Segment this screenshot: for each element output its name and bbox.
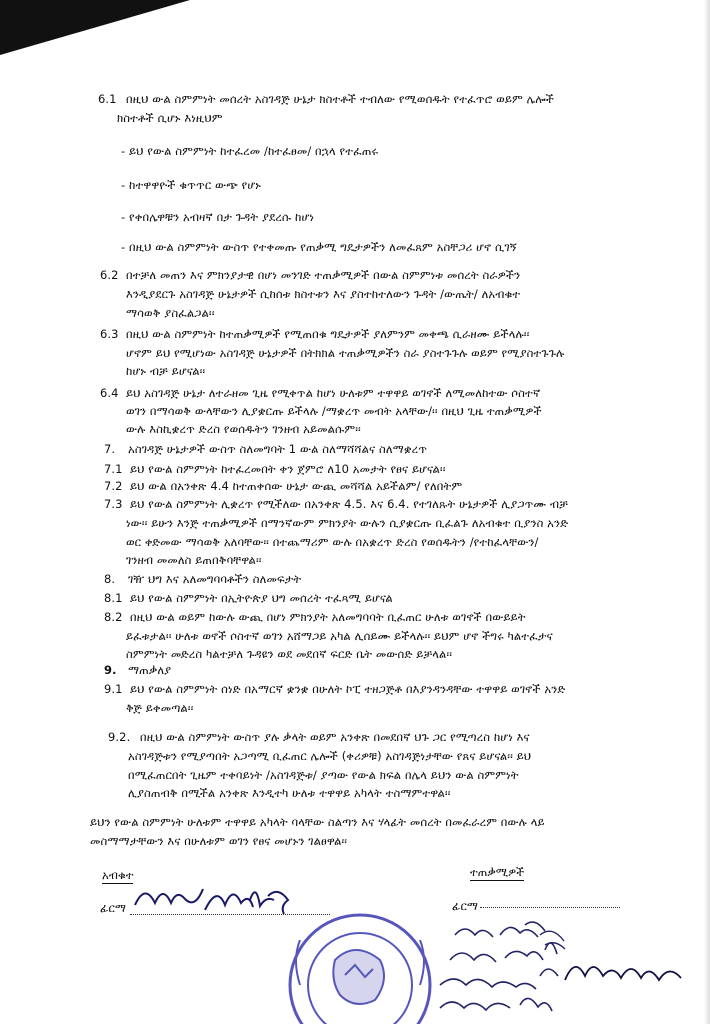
section-number: 9. (104, 663, 117, 677)
clause-text: በዚህ ውል ስምምነት ውስጥ ያሉ ቃላት ወይም አንቀጽ በመደበኛ ህጉ ጋር የሚጣረስ ከሆነ እና (140, 730, 530, 744)
clause-text: በዚህ ውል ስምምነት መሰረት አስገዳጅ ሁኔታ ክስተቶች ተብለው የሚወሰዱት የተፈጥሮ ወይም ሌሎች (126, 92, 554, 106)
left-sign-line (130, 914, 330, 915)
clause-text: ከሆኑ ብቻ ይሆናል፡፡ (126, 364, 206, 378)
clause-number: 8.2 (104, 610, 123, 624)
clause-text: ወገን በማሳወቅ ውላቸውን ሊያቋርጡ ይችላሉ /ማቋረጥ መብት አላቸው/፡፡ በዚህ ጊዜ ተጠቃሚዎች (126, 404, 542, 418)
clause-text: ይህ የውል ስምምነት ሊቋረጥ የሚችለው በአንቀጽ 4.5. እና 6.4. የተገለጹት ሁኔታዎች ሊያጋጥሙ ብቻ (130, 497, 569, 511)
page-right-edge (704, 0, 710, 1024)
clause-text: ይህ የውል ስምምነት ከተፈረመበት ቀን ጀምሮ ለ10 አመታት የፀና ይሆናል፡፡ (130, 462, 446, 476)
right-party-label: ተጠቃሚዎች (470, 865, 525, 879)
closing-text: መስማማታቸውን እና በሁለቱም ወገን የፀና መሆኑን ገልፀዋል፡፡ (90, 834, 348, 848)
clause-text: ይህ አስገዳጅ ሁኔታ ለተራዘመ ጊዜ የሚቀጥል ከሆነ ሁለቱም ተዋዋይ ወገኖች ለሚመለከተው ሶስተኛ (126, 386, 541, 400)
closing-text: ይህን የውል ስምምነት ሁለቱም ተዋዋይ አካላት ባላቸው ስልጣን እና ሃላፊት መሰረት በመፈራረም በውሉ ላይ (90, 815, 545, 829)
section-title: አስገዳጅ ሁኔታዎች ውስጥ ስለመግባት 1 ውል ስለማሻሻልና ስለማቋረጥ (128, 442, 428, 456)
clause-number: 6.2 (100, 268, 119, 282)
clause-text: ቅጅ ይቀመጣል፡፡ (126, 701, 194, 715)
clause-text: ወር ቀድመው ማሳወቅ አለባቸው፡፡ በተጨማሪም ውሉ በአቋረጥ ድረስ የወሰዱትን /የተከፈላቸውን/ (126, 535, 539, 549)
clause-number: 7.1 (104, 462, 123, 476)
clause-text: ነው፡፡ ይሁን እንጅ ተጠቃሚዎች በማንኛውም ምክንያት ውሉን ሲያቋርጡ ቢፈልጉ ለአብቁተ ቢያንስ አንድ (126, 516, 569, 530)
section-title: ማጠቃለያ (128, 663, 172, 677)
clause-text: በዚህ ውል ስምምነት ከተጠቃሚዎች የሚጠበቁ ግዴታዎች ያለምንም መቀጫ ሲራዘሙ ይችላሉ፡፡ (126, 327, 530, 341)
page-corner-shadow (0, 0, 200, 60)
clause-text: ሊያስጠብቅ በሚችል አንቀጽ እንዲተካ ሁለቱ ተዋዋይ አካላት ተስማምተዋል፡፡ (128, 786, 451, 800)
clause-number: 9.1 (104, 682, 123, 696)
left-sign-label: ፊርማ (100, 901, 126, 915)
bullet-item: - ይህ የውል ስምምነት ከተፈረመ /ከተፈፀመ/ በኋላ የተፈጠሩ (121, 144, 379, 158)
clause-text: በሚፈጠርበት ጊዜም ተቀባይነት /አስገዳጅቱ/ ያጣው የውል ክፍል በሌላ ይህን ውል ስምምነት (128, 768, 519, 782)
clause-number: 6.4 (100, 386, 119, 400)
clause-text: ይህ የውል ስምምነት ሰነድ በአማርኛ ቋንቋ በሁለት ኮፒ ተዘጋጅቶ በእያንዳንዳቸው ተዋዋይ ወገኖች አንድ (130, 682, 566, 696)
section-title: ገዥ ህግ እና አለመግባባቶችን ስለመፍታት (128, 572, 302, 586)
left-party-label: አብቁተ (102, 868, 134, 882)
clause-text: እንዲያደርጉ አስገዳጅ ሁኔታዎች ሲከሰቱ ክስተቱን እና ያስተከተለውን ጉዳት /ውጤት/ ለአብቁተ (126, 287, 521, 301)
clause-text: ይፈቱታል፡፡ ሁለቱ ወኖች ሶስተኛ ወገን አሸማጋይ አካል ሊሰይሙ ይችላሉ፡፡ ይህም ሆኖ ችግሩ ካልተፈታና (126, 629, 553, 643)
bullet-item: - በዚህ ውል ስምምነት ውስጥ የተቀመጡ የጠቃሚ ግዴታዎችን ለመፈጸም አስቸጋሪ ሆኖ ሲገኝ (121, 240, 517, 254)
clause-text: ይህ ውል በአንቀጽ 4.4 ከተጠቀሰው ሁኔታ ውጪ መሻሻል አይችልም/ የለበትም (130, 479, 463, 493)
clause-text: ክስተቶች ሲሆኑ እነዚህም (117, 111, 223, 125)
clause-text: ማሳወቅ ያስፈልጋል፡፡ (126, 306, 215, 320)
clause-text: በዚህ ውል ወይም ከውሉ ውጪ በሆነ ምክንያት አለመግባባት ቢፈጠር ሁለቱ ወገኖች በውይይት (130, 610, 526, 624)
clause-number: 9.2. (108, 730, 131, 744)
clause-text: ሆኖም ይህ የሚሆነው አስገዳጅ ሁኔታዎች በትክክል ተጠቃሚዎችን ስራ ያስተጉጉሉ ወይም የሚያስተጉጉሉ (126, 346, 565, 360)
clause-text: ውሉ እስኪቋረጥ ድረስ የወሰዱትን ገንዘብ አይመልሱም፡፡ (126, 422, 361, 436)
clause-number: 8.1 (104, 591, 123, 605)
right-sign-line (480, 907, 620, 908)
clause-number: 7.2 (104, 479, 123, 493)
clause-text: ስምምነት መድረስ ካልተቻለ ጉዳዩን ወደ መደበኛ ፍርድ ቤት መውሰድ ይቻላል፡፡ (126, 647, 453, 661)
clause-text: በተቻለ መጠን እና ምክንያታዊ በሆነ መንገድ ተጠቃሚዎች በውል ስምምነቱ መሰረት ስራዎችን (126, 268, 521, 282)
bullet-item: - የቀበሌዋቹን አብዛኛ በታ ጉዳት ያደረሱ ከሆነ (121, 210, 315, 224)
clause-text: ገንዘብ መመለስ ይጠበቅባቸዋል፡፡ (126, 553, 262, 567)
section-number: 7. (104, 442, 116, 456)
clause-text: አስገዳጅቱን የሚያጣበት አጋጣሚ ቢፈጠር ሌሎች (ቀሪዎቹ) አስገዳጅነታቸው የጸና ይሆናል፡፡ ይህ (128, 749, 532, 763)
bullet-item: - ከተዋዋዮች ቁጥጥር ውጭ የሆኑ (121, 178, 261, 192)
section-number: 8. (104, 572, 116, 586)
clause-text: ይህ የውል ስምምነት በኢትዮጵያ ህግ መሰረት ተፈጻሚ ይሆናል (130, 591, 393, 605)
stamp-seal (290, 915, 430, 1024)
clause-number: 7.3 (104, 497, 123, 511)
clause-number: 6.3 (100, 327, 119, 341)
clause-number: 6.1 (98, 92, 117, 106)
right-sign-label: ፊርማ (452, 899, 478, 913)
